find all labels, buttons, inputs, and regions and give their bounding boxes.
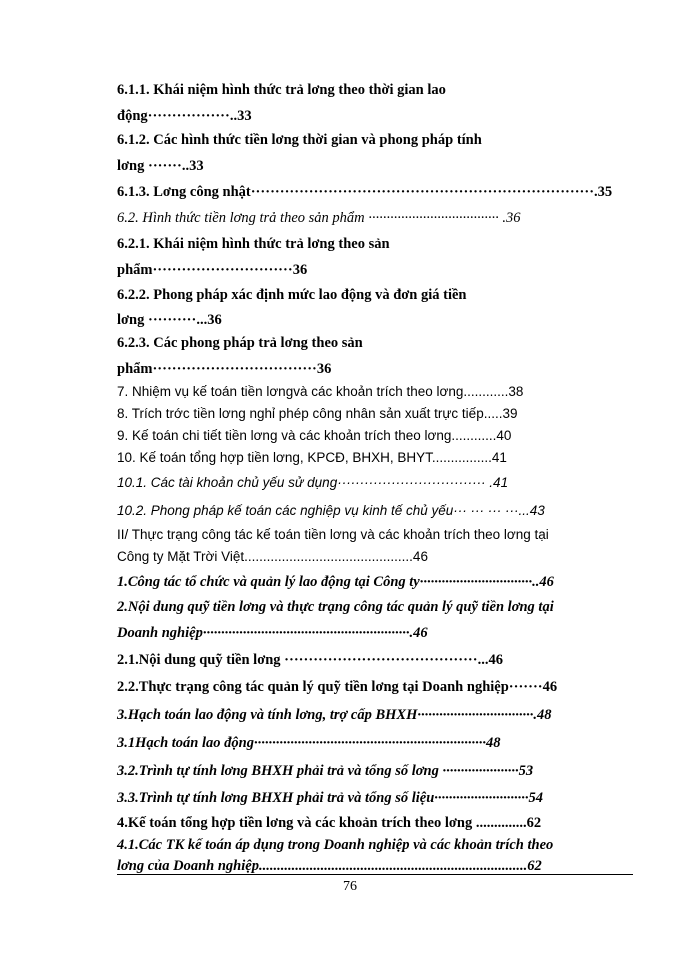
toc-line: Doanh nghiệp·························································.46 [117,625,428,641]
toc-line: phẩm··································36 [117,361,332,377]
toc-line: 3.1Hạch toán lao động································································48 [117,735,501,751]
toc-line: động·················..33 [117,108,252,124]
toc-line: 6.1.2. Các hình thức tiền lơng thời gian và phong pháp tính [117,132,482,148]
toc-line: 8. Trích trớc tiền lơng nghỉ phép công nhân sản xuất trực tiếp.....39 [117,406,518,421]
page-number: 76 [343,879,357,894]
toc-line: 6.1.3. Lơng công nhật·······································································.35 [117,184,613,200]
toc-line: Công ty Mặt Trời Việt.............................................46 [117,549,428,564]
toc-line: II/ Thực trạng công tác kế toán tiền lơng và các khoản trích theo lơng tại [117,527,549,542]
toc-line: 6.2.2. Phong pháp xác định mức lao động và đơn giá tiền [117,287,467,303]
toc-line: 9. Kế toán chi tiết tiền lơng và các khoản trích theo lơng............40 [117,428,512,443]
toc-line: 3.2.Trình tự tính lơng BHXH phải trả và tổng số lơng ·····················53 [117,763,534,779]
toc-line: lơng ··········...36 [117,312,222,328]
toc-line: 6.2.3. Các phong pháp trả lơng theo sản [117,335,363,351]
toc-line: 10.2. Phong pháp kế toán các nghiệp vụ kinh tế chủ yếu··· ··· ··· ···...43 [117,503,545,518]
toc-line: 3.Hạch toán lao động và tính lơng, trợ cấp BHXH································.48 [117,707,552,723]
toc-line: lơng ·······..33 [117,158,204,174]
toc-line: 7. Nhiệm vụ kế toán tiền lơngvà các khoản trích theo lơng............38 [117,384,524,399]
footer-divider [117,874,633,875]
toc-line: 4.Kế toán tổng hợp tiền lơng và các khoản trích theo lơng ..............62 [117,815,542,831]
toc-line: 4.1.Các TK kế toán áp dụng trong Doanh nghiệp và các khoản trích theo [117,837,554,853]
toc-line: 2.1.Nội dung quỹ tiền lơng ········································...46 [117,652,503,668]
toc-line: 10.1. Các tài khoản chủ yếu sử dụng································· .41 [117,475,509,490]
toc-line: 6.1.1. Khái niệm hình thức trả lơng theo thời gian lao [117,82,446,98]
toc-line: lơng của Doanh nghiệp..........................................................................62 [117,858,542,874]
toc-line: phẩm·····························36 [117,262,308,278]
toc-line: 6.2. Hình thức tiền lơng trả theo sản phẩm ···································· .36 [117,210,521,226]
toc-line: 2.2.Thực trạng công tác quản lý quỹ tiền lơng tại Doanh nghiệp·······46 [117,679,558,695]
toc-line: 6.2.1. Khái niệm hình thức trả lơng theo sản [117,236,390,252]
toc-line: 1.Công tác tổ chức và quản lý lao động tại Công ty·······························..46 [117,574,554,590]
toc-line: 3.3.Trình tự tính lơng BHXH phải trả và tổng số liệu··························54 [117,790,544,806]
toc-line: 10. Kế toán tổng hợp tiền lơng, KPCĐ, BHXH, BHYT................41 [117,450,507,465]
toc-line: 2.Nội dung quỹ tiền lơng và thực trạng công tác quản lý quỹ tiền lơng tại [117,599,554,615]
